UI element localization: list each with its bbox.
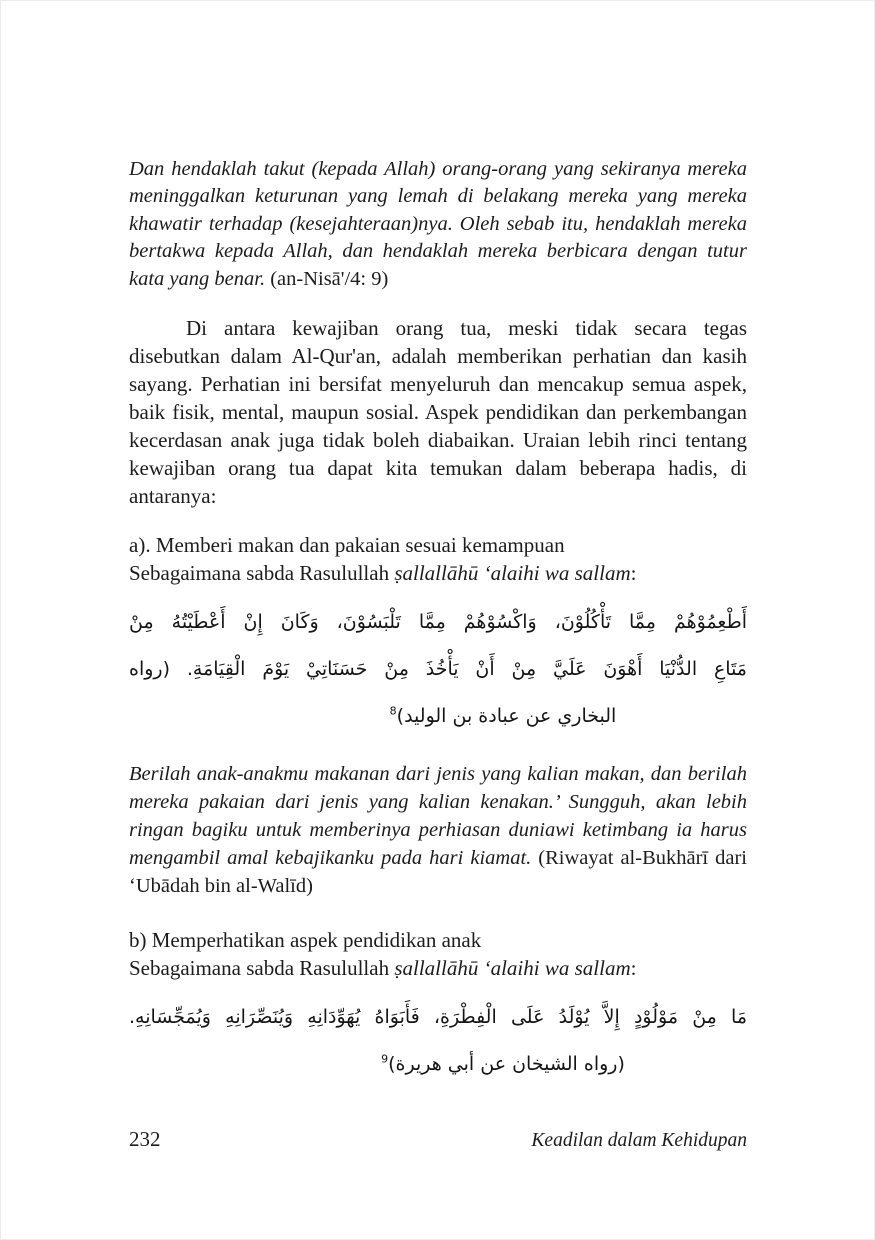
quran-translation-text: Dan hendaklah takut (kepada Allah) orang-orang yang sekiranya mereka meninggalkan keturunan yang lemah di belakang mereka yang mereka khawatir terhadap (kesejahteraan)nya. Oleh sebab itu, hendaklah mereka bertakwa kepada Allah, dan hendaklah mereka berbicara dengan tutur kata yang benar. <box>129 157 747 290</box>
arabic-hadith-2 <box>129 994 747 1088</box>
verse-reference: (an-Nisā'/4: 9) <box>265 267 389 290</box>
hadith-1-translation-text: Berilah anak-anakmu makanan dari jenis yang kalian makan, dan berilah mereka pakaian dari jenis yang kalian kenakan.’ Sungguh, akan lebih ringan bagiku untuk memberinya perhiasan duniawi ketimbang ia harus mengambil amal kebajikanku pada hari kiamat. <box>129 762 747 869</box>
item-b-heading: b) Memperhatikan aspek pendidikan anak <box>129 927 482 952</box>
hadith-1-translation <box>129 760 747 900</box>
section-b <box>129 926 747 982</box>
quran-translation-paragraph <box>129 156 747 294</box>
hadith-1-source-citation: (Riwayat al-Bukhārī dari ‘Ubādah bin al-Walīd) <box>129 846 747 897</box>
arabic-hadith-1-line-2: مَتَاعِ الدُّنْيَا أَهْوَنَ عَلَيَّ مِنْ أَنْ يَأْخُذَ مِنْ حَسَنَاتِيْ يَوْمَ الْقِيَامَةِ. (رواه <box>129 657 747 680</box>
running-title: Keadilan dalam Kehidupan <box>531 1130 747 1151</box>
arabic-hadith-1-source-text: البخاري عن عبادة بن الوليد) <box>396 704 617 727</box>
salawat-phrase: ṣallallāhū ‘alaihi wa sallam <box>394 560 631 585</box>
item-a-intro <box>129 559 747 587</box>
page-number: 232 <box>129 1127 161 1151</box>
footnote-ref-8: 8 <box>389 704 397 718</box>
arabic-hadith-2-source <box>129 1041 747 1088</box>
page-footer <box>129 1127 747 1152</box>
salawat-phrase: ṣallallāhū ‘alaihi wa sallam <box>394 955 631 980</box>
arabic-hadith-2-source-text: (رواه الشيخان عن أبي هريرة) <box>388 1052 625 1075</box>
intro-text: Sebagaimana sabda Rasulullah <box>129 955 395 980</box>
item-a-heading: a). Memberi makan dan pakaian sesuai kemampuan <box>129 532 565 557</box>
arabic-hadith-2-line-1: مَا مِنْ مَوْلُوْدٍ إِلاَّ يُوْلَدُ عَلَى الْفِطْرَةِ، فَأَبَوَاهُ يُهَوِّدَانِهِ وَيُنَصِّرَانِهِ وَيُمَجِّسَانِهِ. <box>129 1005 747 1028</box>
body-paragraph: Di antara kewajiban orang tua, meski tidak secara tegas disebutkan dalam Al-Qur'an, adalah memberikan perhatian dan kasih sayang. Perhatian ini bersifat menyeluruh dan mencakup semua aspek, baik fisik, mental, maupun sosial. Aspek pendidikan dan perkembangan kecerdasan anak juga tidak boleh diabaikan. Uraian lebih rinci tentang kewajiban orang tua dapat kita temukan dalam beberapa hadis, di antaranya: <box>129 315 747 508</box>
arabic-hadith-1-source <box>129 693 747 740</box>
intro-colon: : <box>630 560 637 585</box>
footnote-ref-9: 9 <box>381 1052 389 1066</box>
arabic-hadith-1 <box>129 599 747 740</box>
arabic-hadith-1-line-1: أَطْعِمُوْهُمْ مِمَّا تَأْكُلُوْنَ، وَاكْسُوْهُمْ مِمَّا تَلْبَسُوْنَ، وَكَانَ إِنْ أَعْطَيْتُهُ مِنْ <box>129 610 747 633</box>
intro-colon: : <box>630 955 637 980</box>
item-b-intro <box>129 954 747 982</box>
intro-text: Sebagaimana sabda Rasulullah <box>129 560 395 585</box>
